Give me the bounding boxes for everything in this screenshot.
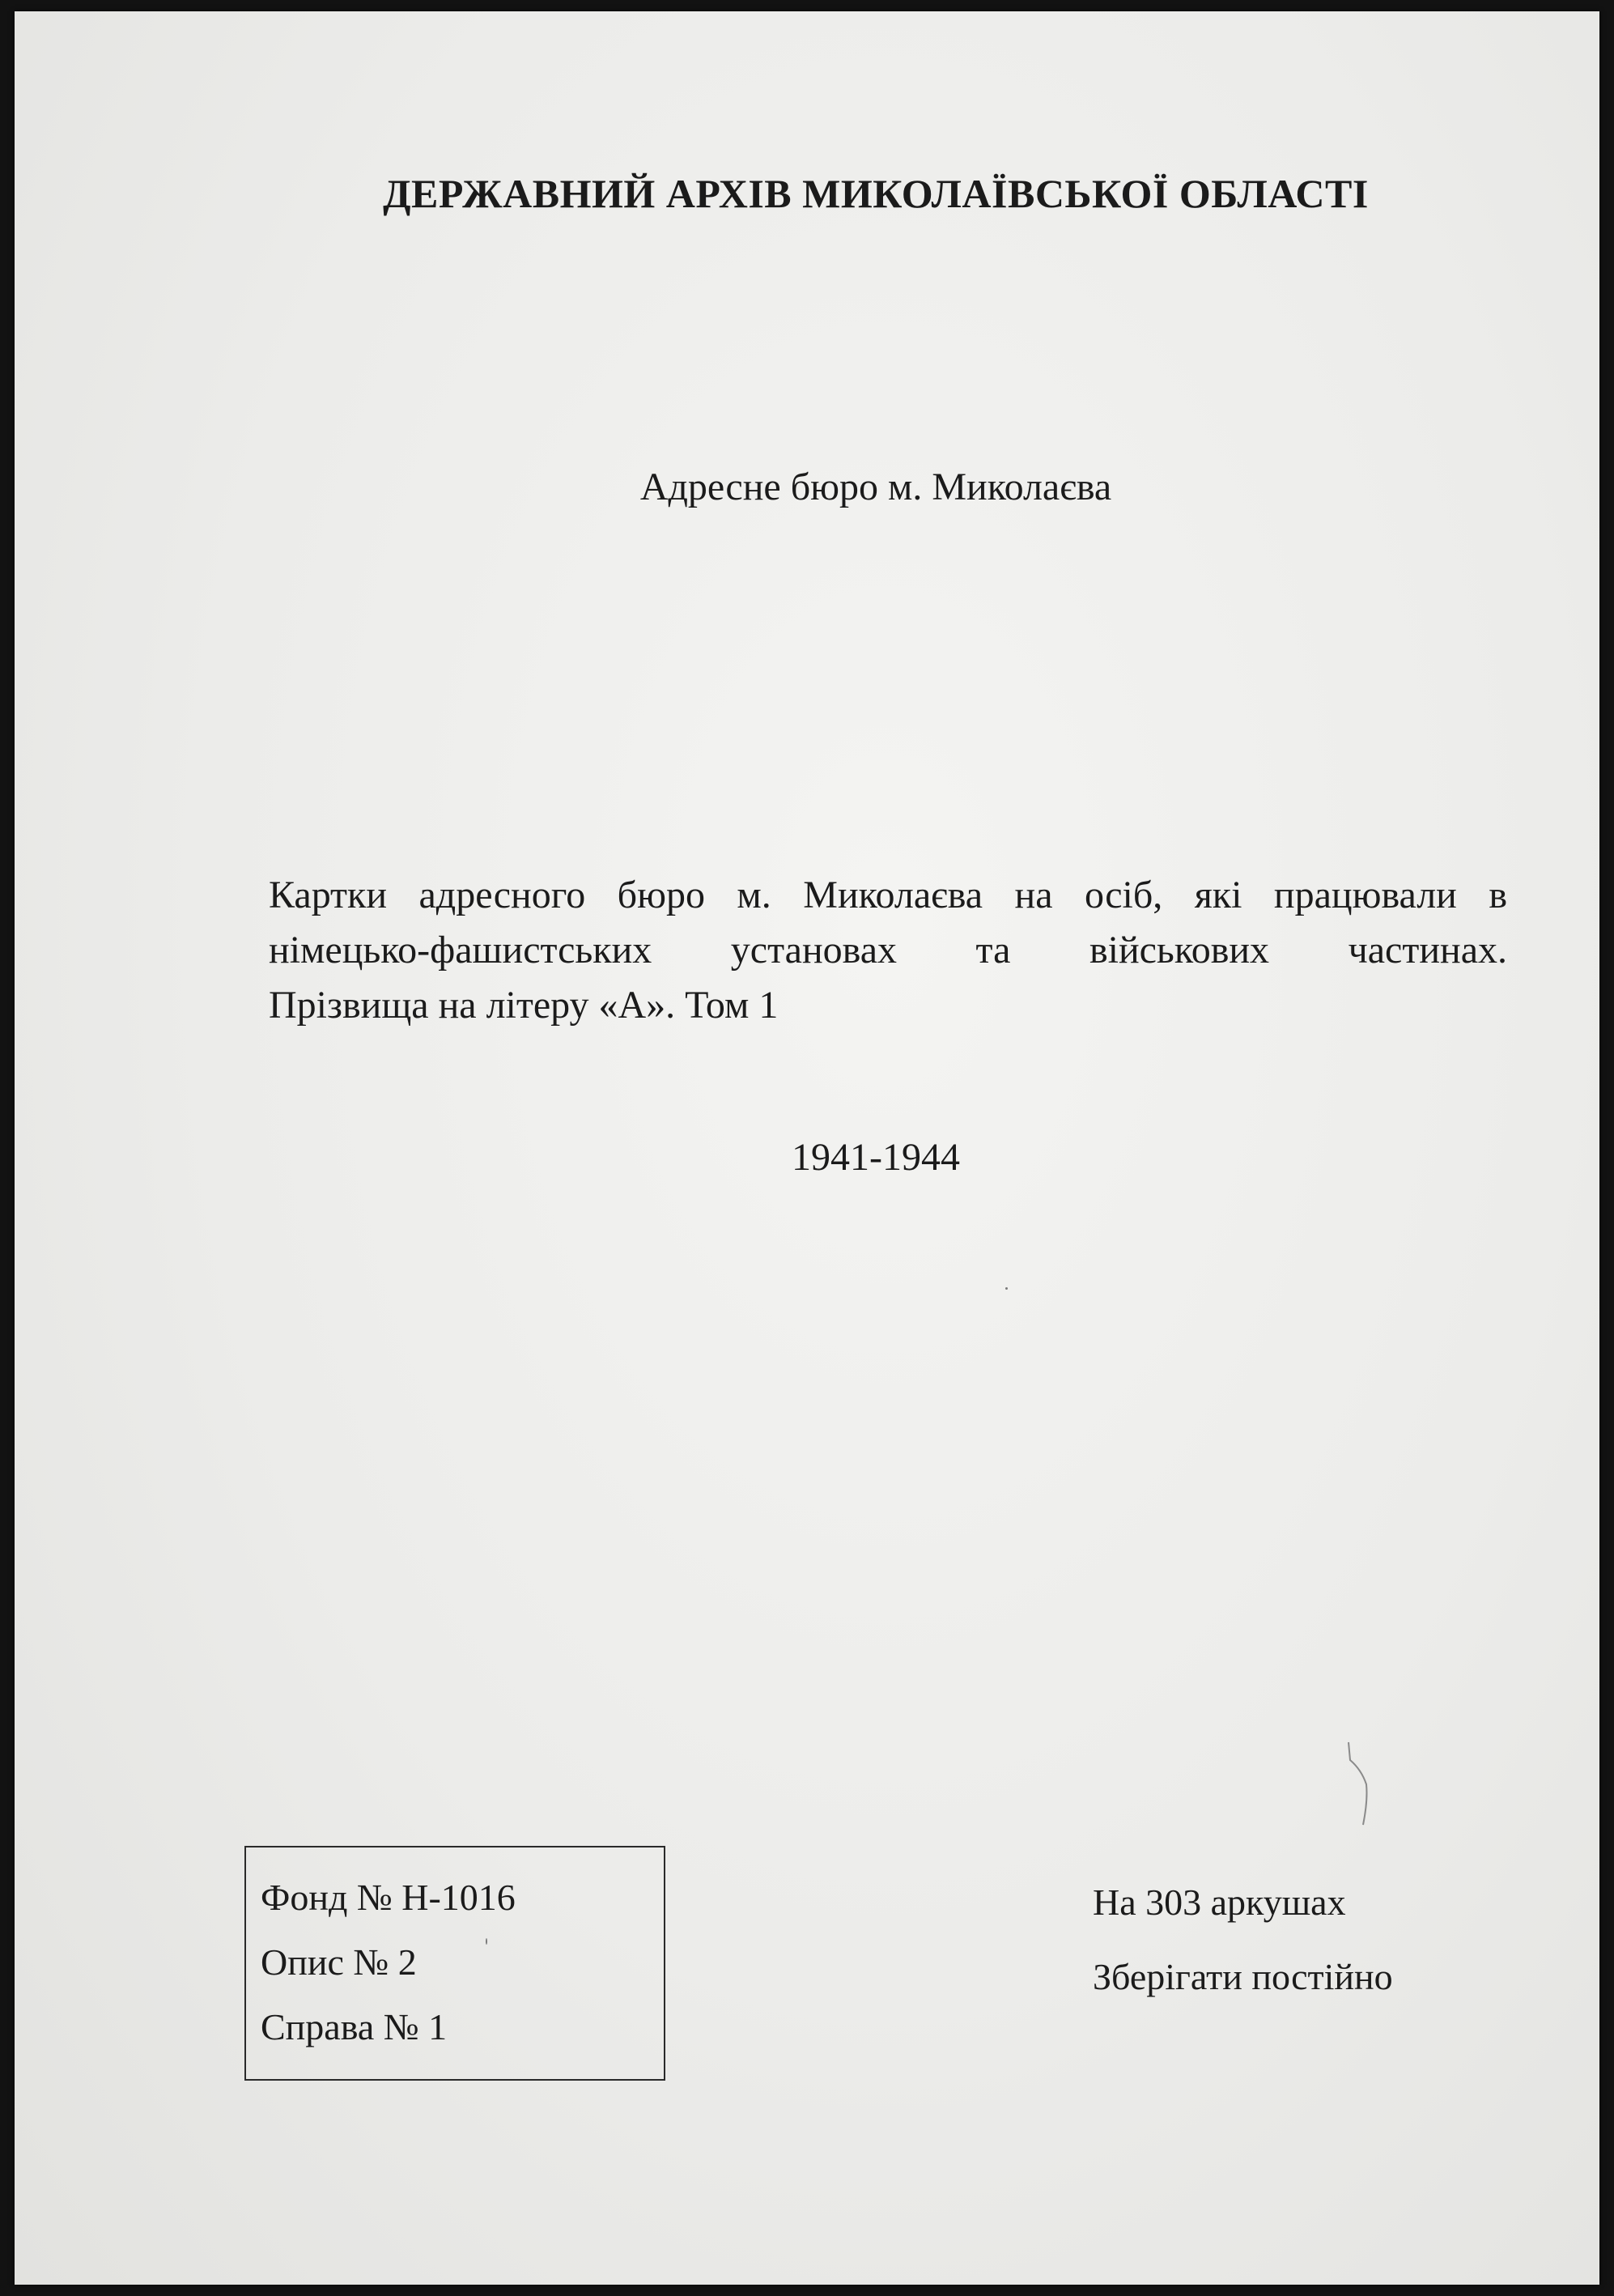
fund-name: Адресне бюро м. Миколаєва <box>639 466 1112 508</box>
pencil-mark-icon <box>1334 1736 1383 1833</box>
description-line: німецько-фашистських установах та військових частинах. <box>269 929 1507 972</box>
description-line: Картки адресного бюро м. Миколаєва на осіб, які працювали в <box>269 874 1507 916</box>
reference-box <box>244 1846 665 2081</box>
sheet-count: На 303 аркушах <box>1093 1881 1346 1923</box>
paper-sheet <box>15 11 1599 2285</box>
storage-notes <box>1093 1865 1393 2014</box>
date-range: 1941-1944 <box>792 1136 960 1179</box>
description-line: Прізвища на літеру «А». Том 1 <box>269 984 779 1027</box>
dust-speck <box>1005 1287 1008 1290</box>
opys-number: Опис № 2 <box>261 1941 417 1983</box>
file-description <box>269 868 1507 1033</box>
fond-number: Фонд № Н-1016 <box>261 1877 516 1918</box>
dust-speck <box>486 1938 487 1945</box>
retention-note: Зберігати постійно <box>1093 1956 1393 1997</box>
archive-title: ДЕРЖАВНИЙ АРХІВ МИКОЛАЇВСЬКОЇ ОБЛАСТІ <box>383 171 1369 216</box>
sprava-number: Справа № 1 <box>261 2006 448 2047</box>
